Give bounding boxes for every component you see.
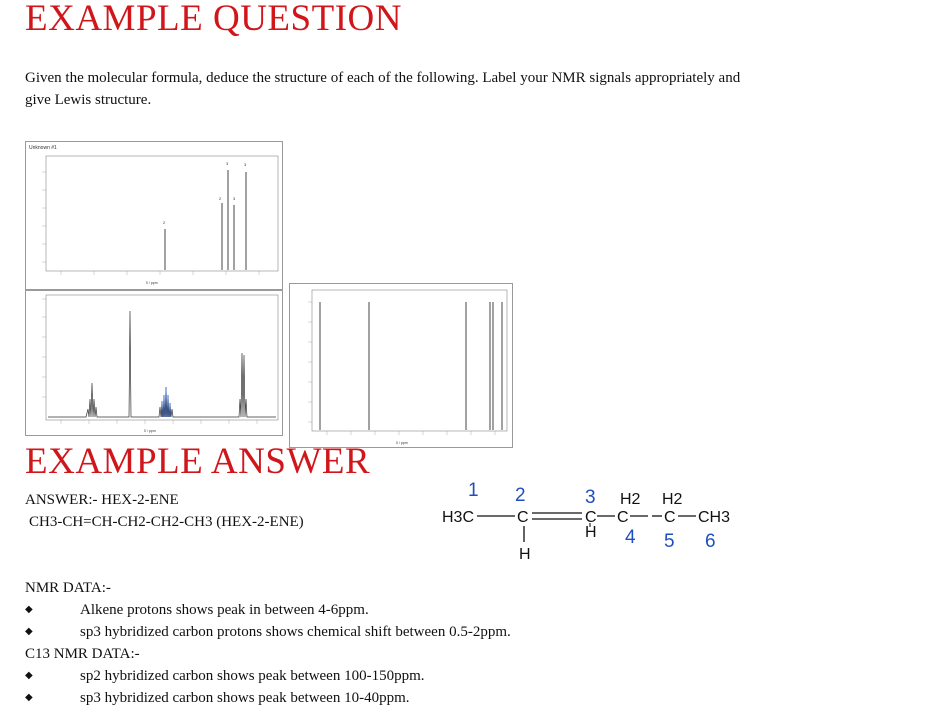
hydrogen-label: H [519, 546, 531, 563]
methylene-carbon-label: C [664, 509, 676, 526]
list-item [25, 665, 725, 687]
peak-label: 3 [233, 196, 236, 201]
spectrum-bottom-left-xlabel: δ / ppm [144, 429, 156, 433]
answer-heading: EXAMPLE ANSWER [25, 441, 371, 482]
c13-item-text: sp3 hybridized carbon shows peak between 10-40ppm. [80, 690, 410, 706]
question-line-2: give Lewis structure. [25, 92, 152, 108]
nmr-data-title: NMR DATA:- [25, 580, 111, 596]
carbon-number: 2 [515, 485, 526, 506]
c13-item-text: sp2 hybridized carbon shows peak between 100-150ppm. [80, 668, 425, 684]
carbon-number: 4 [625, 527, 636, 548]
spectrum-top-title: Unknown #1 [29, 145, 57, 151]
answer-name: ANSWER:- HEX-2-ENE [25, 492, 179, 508]
question-line-1: Given the molecular formula, deduce the structure of each of the following. Label your NMR signals appropriately and [25, 70, 741, 86]
alkene-carbon-label: C [517, 509, 529, 526]
methylene-carbon-label: C [617, 509, 629, 526]
nmr-item-text: sp3 hybridized carbon protons shows chemical shift between 0.5-2ppm. [80, 624, 511, 640]
spectrum-top-xlabel: δ / ppm [146, 281, 158, 285]
peak-label: 2 [163, 220, 166, 225]
hex-2-ene-structure [430, 475, 760, 585]
c13-data-title: C13 NMR DATA:- [25, 646, 140, 662]
spectrum-c13-xlabel: δ / ppm [396, 441, 408, 445]
peak-label: 3 [226, 161, 229, 166]
hydrogen-label: H [585, 524, 597, 541]
carbon-number: 3 [585, 487, 596, 508]
c13-data-list [25, 665, 725, 709]
spectrum-c13-plot [290, 284, 512, 447]
bullet-icon: ◆ [25, 604, 33, 615]
carbon-number: 6 [705, 531, 716, 552]
peak-label: 3 [244, 162, 247, 167]
proton-nmr-spectrum-top [25, 141, 283, 290]
spectrum-top-plot [26, 142, 282, 289]
carbon-nmr-spectrum [289, 283, 513, 448]
nmr-item-text: Alkene protons shows peak in between 4-6ppm. [80, 602, 369, 618]
peak-label: 2 [219, 196, 222, 201]
list-item [25, 687, 725, 709]
nmr-data-list [25, 599, 725, 643]
carbon-number: 1 [468, 480, 479, 501]
bullet-icon: ◆ [25, 692, 33, 703]
hydrogen-label: H2 [662, 491, 683, 508]
bullet-icon: ◆ [25, 626, 33, 637]
answer-formula: CH3-CH=CH-CH2-CH2-CH3 (HEX-2-ENE) [29, 514, 304, 530]
spectrum-bottom-left-plot [26, 291, 282, 435]
terminal-methyl-label: CH3 [698, 509, 731, 526]
list-item [25, 599, 725, 621]
list-item [25, 621, 725, 643]
hydrogen-label: H2 [620, 491, 641, 508]
methyl-group-label: H3C [442, 509, 475, 526]
question-heading: EXAMPLE QUESTION [25, 0, 402, 39]
bullet-icon: ◆ [25, 670, 33, 681]
carbon-number: 5 [664, 531, 675, 552]
alkene-carbon-label: C [585, 509, 597, 526]
proton-nmr-spectrum-bottom [25, 290, 283, 436]
